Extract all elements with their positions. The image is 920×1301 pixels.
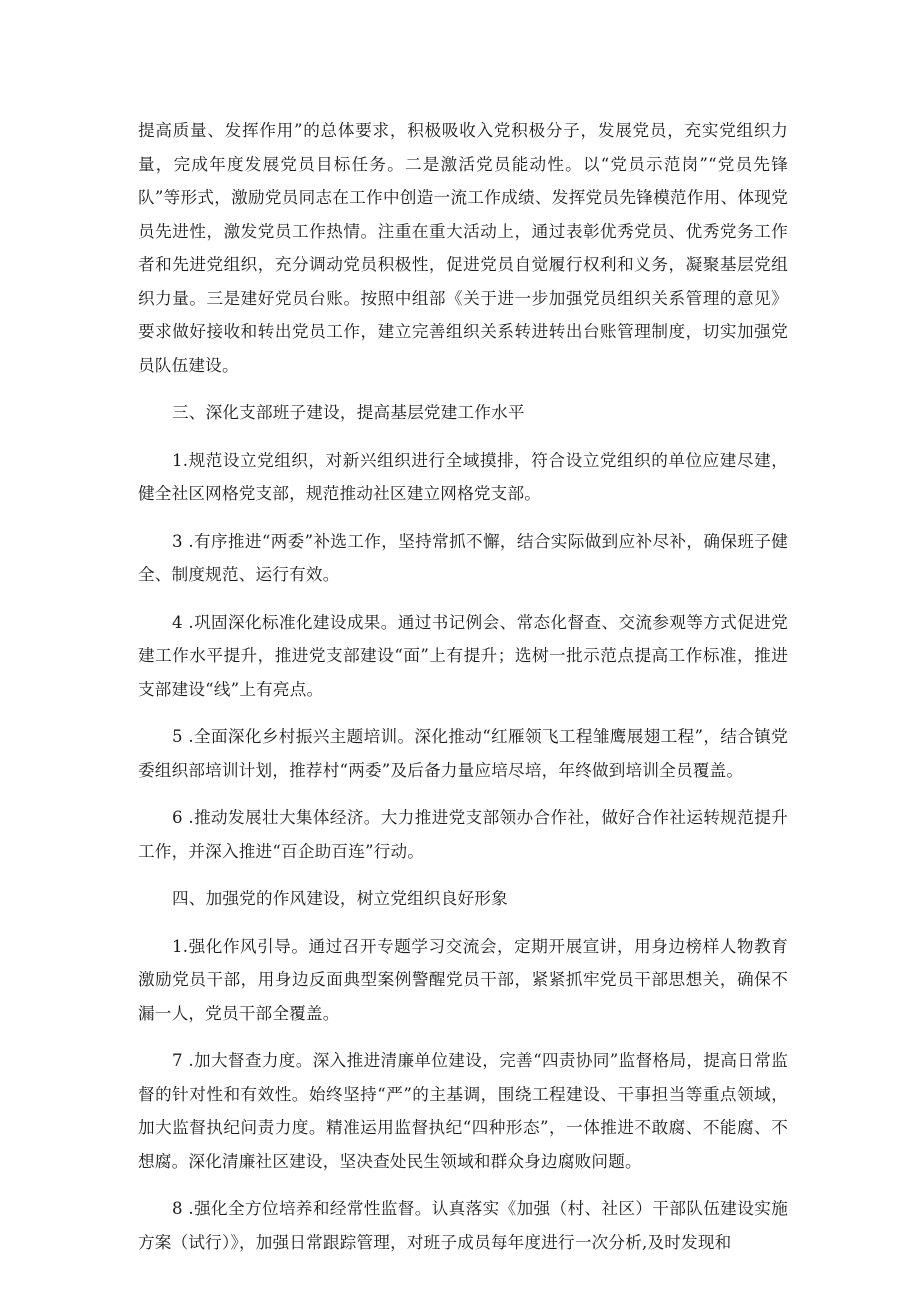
section-heading-4: 四、加强党的作风建设，树立党组织良好形象 (172, 889, 508, 908)
paragraph-item-3-5: 5 .全面深化乡村振兴主题培训。深化推动“红雁领飞工程雏鹰展翅工程”，结合镇党委组织部培训计划，推荐村“两委”及后备力量应培尽培，年终做到培训全员覆盖。 (138, 727, 788, 780)
paragraph-continuation: 提高质量、发挥作用”的总体要求，积极吸收入党积极分子，发展党员，充实党组织力量，完成年度发展党员目标任务。二是激活党员能动性。以“党员示范岗”“党员先锋队”等形式，激励党员同志在工作中创造一流工作成绩、发挥党员先锋模范作用、体现党员先进性，激发党员工作热情。注重在重大活动上，通过表彰优秀党员、优秀党务工作者和先进党组织，充分调动党员积极性，促进党员自觉履行权利和义务，凝聚基层党组织力量。三是建好党员台账。按照中组部《关于进一步加强党员组织关系管理的意见》要求做好接收和转出党员工作，建立完善组织关系转进转出台账管理制度，切实加强党员队伍建设。 (138, 121, 788, 375)
document-body (138, 114, 788, 1259)
paragraph-item-4-1: 1.强化作风引导。通过召开专题学习交流会，定期开展宣讲，用身边榜样人物教育激励党员干部，用身边反面典型案例警醒党员干部，紧紧抓牢党员干部思想关，确保不漏一人，党员干部全覆盖。 (138, 936, 788, 1023)
paragraph-item-3-4: 4 .巩固深化标准化建设成果。通过书记例会、常态化督查、交流参观等方式促进党建工作水平提升，推进党支部建设“面”上有提升；选树一批示范点提高工作标准，推进支部建设“线”上有亮点。 (138, 612, 788, 699)
paragraph-item-3-1: 1.规范设立党组织，对新兴组织进行全域摸排，符合设立党组织的单位应建尽建，健全社区网格党支部，规范推动社区建立网格党支部。 (138, 450, 788, 503)
paragraph-item-4-7: 7 .加大督查力度。深入推进清廉单位建设，完善“四责协同”监督格局，提高日常监督的针对性和有效性。始终坚持“严”的主基调，围绕工程建设、干事担当等重点领域，加大监督执纪问责力度。精准运用监督执纪“四种形态”，一体推进不敢腐、不能腐、不想腐。深化清廉社区建设，坚决查处民生领域和群众身边腐败问题。 (138, 1051, 788, 1171)
paragraph-item-4-8: 8 .强化全方位培养和经常性监督。认真落实《加强（村、社区）干部队伍建设实施方案（试行）》，加强日常跟踪管理，对班子成员每年度进行一次分析,及时发现和 (138, 1199, 788, 1252)
paragraph-item-3-6: 6 .推动发展壮大集体经济。大力推进党支部领办合作社，做好合作社运转规范提升工作，并深入推进“百企助百连”行动。 (138, 808, 788, 861)
section-heading-3: 三、深化支部班子建设，提高基层党建工作水平 (172, 403, 525, 422)
paragraph-item-3-3: 3 .有序推进“两委”补选工作，坚持常抓不懈，结合实际做到应补尽补，确保班子健全、制度规范、运行有效。 (138, 531, 788, 584)
